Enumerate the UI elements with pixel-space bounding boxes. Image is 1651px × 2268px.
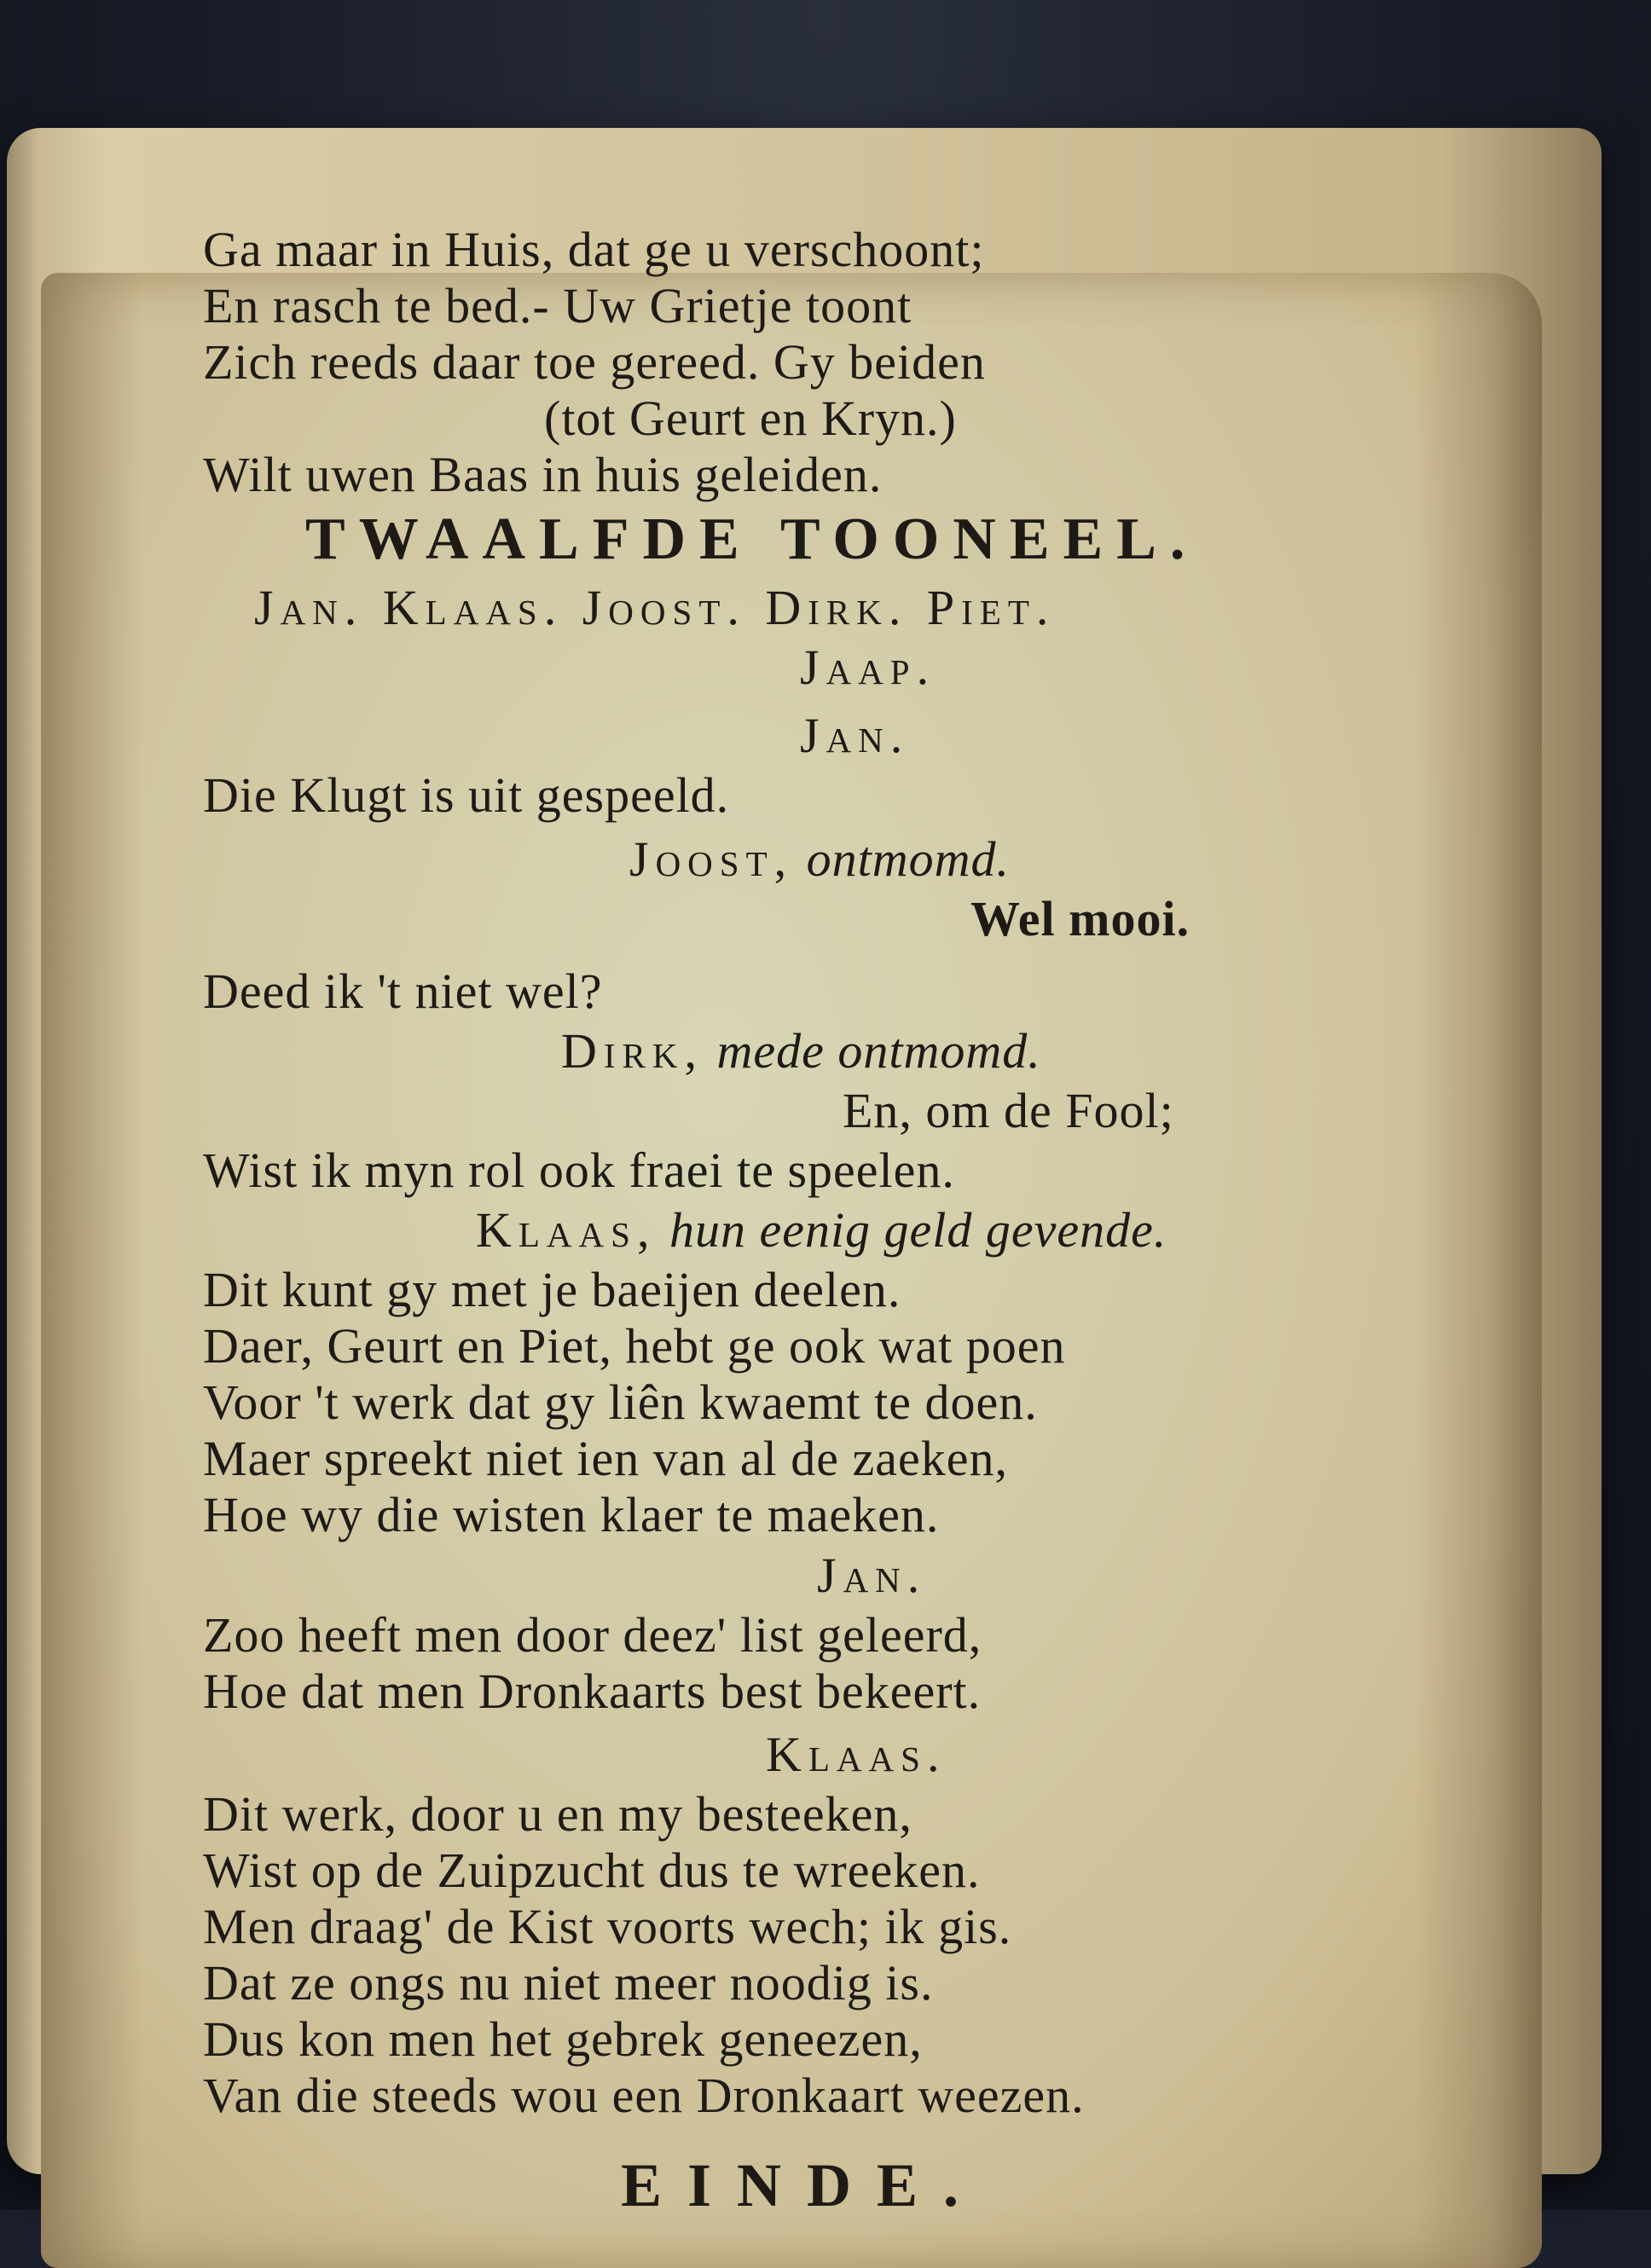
text-line: Wel mooi.	[970, 891, 1190, 946]
text-line: Dit kunt gy met je baeijen deelen.	[203, 1262, 901, 1317]
text-line: Dus kon men het gebrek geneezen,	[203, 2011, 923, 2067]
speaker-name: Joost,	[629, 831, 794, 887]
page-gutter-shade	[41, 273, 143, 2268]
text-line: Die Klugt is uit gespeeld.	[203, 767, 730, 823]
speaker-name: Jan.	[800, 708, 910, 763]
book-cover	[7, 128, 1602, 2219]
text-line: En rasch te bed.- Uw Grietje toont	[203, 278, 912, 333]
text-line: Voor 't werk dat gy liên kwaemt te doen.	[203, 1374, 1038, 1430]
text-line: Dat ze ongs nu niet meer noodig is.	[203, 1955, 934, 2011]
stage-direction: hun eenig geld gevende.	[669, 1202, 1167, 1258]
speaker-name: Jan.	[817, 1548, 927, 1603]
text-line: Hoe wy die wisten klaer te maeken.	[203, 1487, 940, 1542]
text-line: Van die steeds wou een Dronkaart weezen.	[203, 2068, 1085, 2123]
speaker-name: Klaas,	[476, 1202, 657, 1258]
text-line: Zich reeds daar toe gereed. Gy beiden	[203, 334, 986, 390]
text-line: Wist op de Zuipzucht dus te wreeken.	[203, 1843, 981, 1898]
text-line: Ga maar in Huis, dat ge u verschoont;	[203, 222, 985, 277]
cast-list: Jan. Klaas. Joost. Dirk. Piet.	[254, 580, 1056, 635]
speaker-with-direction	[629, 831, 1010, 888]
text-line: Zoo heeft men door deez' list geleerd,	[203, 1607, 982, 1663]
text-line: Men draag' de Kist voorts wech; ik gis.	[203, 1899, 1012, 1954]
text-line: Maer spreekt niet ien van al de zaeken,	[203, 1431, 1009, 1486]
book-page	[41, 222, 1542, 2268]
speaker-with-direction	[476, 1202, 1167, 1258]
scene-heading: TWAALFDE TOONEEL.	[305, 506, 1199, 572]
stage-direction: mede ontmomd.	[716, 1023, 1041, 1079]
stage-direction: (tot Geurt en Kryn.)	[544, 391, 957, 446]
text-line: Deed ik 't niet wel?	[203, 963, 603, 1019]
text-line: Wist ik myn rol ook fraei te speelen.	[203, 1143, 955, 1198]
speaker-with-direction	[561, 1023, 1041, 1079]
text-line: Daer, Geurt en Piet, hebt ge ook wat poen	[203, 1318, 1066, 1374]
end-marker: EINDE.	[621, 2151, 985, 2219]
speaker-name: Klaas.	[766, 1727, 947, 1782]
page-edge-shade	[1414, 273, 1542, 2268]
text-line: Wilt uwen Baas in huis geleiden.	[203, 447, 883, 502]
text-line: Hoe dat men Dronkaarts best bekeert.	[203, 1663, 982, 1719]
text-line: Dit werk, door u en my besteeken,	[203, 1786, 912, 1842]
stage-direction: ontmomd.	[806, 831, 1011, 887]
cast-list-continued: Jaap.	[800, 639, 936, 695]
speaker-name: Dirk,	[561, 1023, 704, 1079]
text-line: En, om de Fool;	[843, 1083, 1174, 1138]
